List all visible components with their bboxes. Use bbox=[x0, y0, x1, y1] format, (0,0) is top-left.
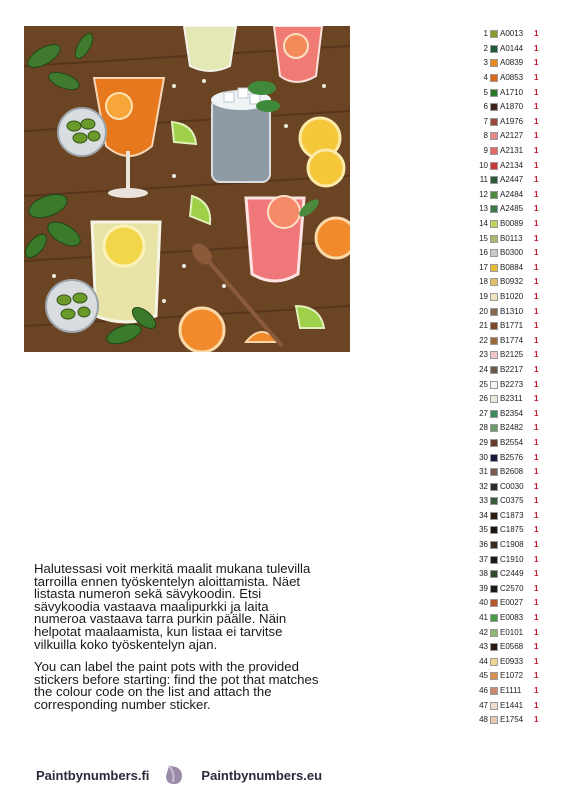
palette-number: 36 bbox=[479, 540, 488, 550]
paint-drop-icon bbox=[163, 764, 185, 786]
palette-swatch bbox=[490, 439, 498, 447]
footer bbox=[36, 764, 336, 786]
palette-row bbox=[478, 377, 558, 392]
palette-row bbox=[478, 523, 558, 538]
palette-quantity: 1 bbox=[534, 219, 539, 229]
palette-number: 40 bbox=[479, 598, 488, 608]
palette-number: 30 bbox=[479, 452, 488, 462]
palette-number: 38 bbox=[479, 569, 488, 579]
palette-code: B0113 bbox=[500, 233, 523, 243]
palette-code: C1910 bbox=[500, 554, 524, 564]
instructions-english: You can label the paint pots with the provided stickers before starting: find the pot that matches the colour code on the list and attach the corresponding number sticker. bbox=[34, 659, 319, 712]
palette-number: 4 bbox=[483, 73, 488, 83]
palette-swatch bbox=[490, 191, 498, 199]
palette-number: 33 bbox=[479, 496, 488, 506]
palette-swatch bbox=[490, 162, 498, 170]
palette-swatch bbox=[490, 89, 498, 97]
palette-quantity: 1 bbox=[534, 394, 539, 404]
palette-quantity: 1 bbox=[534, 87, 539, 97]
palette-swatch bbox=[490, 716, 498, 724]
palette-row bbox=[478, 56, 558, 71]
palette-quantity: 1 bbox=[534, 233, 539, 243]
palette-row bbox=[478, 158, 558, 173]
palette-number: 31 bbox=[479, 467, 488, 477]
palette-quantity: 1 bbox=[534, 116, 539, 126]
palette-swatch bbox=[490, 556, 498, 564]
palette-number: 13 bbox=[479, 204, 488, 214]
palette-number: 23 bbox=[479, 350, 488, 360]
palette-quantity: 1 bbox=[534, 364, 539, 374]
palette-row bbox=[478, 640, 558, 655]
palette-code: C1908 bbox=[500, 540, 524, 550]
palette-code: C1875 bbox=[500, 525, 524, 535]
palette-row bbox=[478, 261, 558, 276]
palette-row bbox=[478, 582, 558, 597]
palette-swatch bbox=[490, 220, 498, 228]
palette-code: E0101 bbox=[500, 627, 524, 637]
palette-quantity: 1 bbox=[534, 175, 539, 185]
palette-swatch bbox=[490, 629, 498, 637]
palette-swatch bbox=[490, 483, 498, 491]
palette-code: B1771 bbox=[500, 321, 524, 331]
palette-code: B2125 bbox=[500, 350, 524, 360]
palette-code: A2127 bbox=[500, 131, 524, 141]
palette-row bbox=[478, 509, 558, 524]
palette-code: B2608 bbox=[500, 467, 524, 477]
palette-row bbox=[478, 129, 558, 144]
palette-row bbox=[478, 71, 558, 86]
palette-quantity: 1 bbox=[534, 613, 539, 623]
palette-quantity: 1 bbox=[534, 583, 539, 593]
palette-code: A2447 bbox=[500, 175, 524, 185]
palette-code: B2554 bbox=[500, 437, 524, 447]
palette-quantity: 1 bbox=[534, 569, 539, 579]
palette-number: 24 bbox=[479, 364, 488, 374]
artwork-preview bbox=[24, 26, 350, 352]
palette-quantity: 1 bbox=[534, 29, 539, 39]
palette-swatch bbox=[490, 410, 498, 418]
palette-quantity: 1 bbox=[534, 496, 539, 506]
palette-row bbox=[478, 436, 558, 451]
palette-row bbox=[478, 465, 558, 480]
palette-row bbox=[478, 202, 558, 217]
palette-code: B2273 bbox=[500, 379, 524, 389]
palette-quantity: 1 bbox=[534, 291, 539, 301]
palette-swatch bbox=[490, 643, 498, 651]
palette-number: 26 bbox=[479, 394, 488, 404]
palette-swatch bbox=[490, 205, 498, 213]
palette-quantity: 1 bbox=[534, 335, 539, 345]
palette-quantity: 1 bbox=[534, 540, 539, 550]
palette-code: A0013 bbox=[500, 29, 524, 39]
palette-code: A1710 bbox=[500, 87, 524, 97]
palette-number: 45 bbox=[479, 671, 488, 681]
palette-quantity: 1 bbox=[534, 204, 539, 214]
palette-number: 35 bbox=[479, 525, 488, 535]
palette-swatch bbox=[490, 381, 498, 389]
palette-quantity: 1 bbox=[534, 189, 539, 199]
palette-code: A2484 bbox=[500, 189, 524, 199]
palette-swatch bbox=[490, 59, 498, 67]
palette-row bbox=[478, 173, 558, 188]
palette-row bbox=[478, 100, 558, 115]
palette-row bbox=[478, 596, 558, 611]
palette-quantity: 1 bbox=[534, 43, 539, 53]
palette-number: 48 bbox=[479, 715, 488, 725]
palette-quantity: 1 bbox=[534, 481, 539, 491]
palette-swatch bbox=[490, 74, 498, 82]
palette-row bbox=[478, 684, 558, 699]
palette-swatch bbox=[490, 308, 498, 316]
palette-number: 18 bbox=[479, 277, 488, 287]
brand-eu: Paintbynumbers.eu bbox=[201, 767, 323, 783]
palette-row bbox=[478, 348, 558, 363]
palette-swatch bbox=[490, 103, 498, 111]
palette-quantity: 1 bbox=[534, 452, 539, 462]
palette-number: 9 bbox=[483, 146, 488, 156]
palette-row bbox=[478, 85, 558, 100]
palette-swatch bbox=[490, 322, 498, 330]
palette-swatch bbox=[490, 45, 498, 53]
palette-quantity: 1 bbox=[534, 686, 539, 696]
palette-number: 47 bbox=[479, 700, 488, 710]
palette-code: E1111 bbox=[500, 686, 522, 696]
palette-row bbox=[478, 188, 558, 203]
palette-swatch bbox=[490, 366, 498, 374]
palette-row bbox=[478, 115, 558, 130]
palette-quantity: 1 bbox=[534, 467, 539, 477]
brand-fi: Paintbynumbers.fi bbox=[36, 767, 150, 783]
palette-number: 6 bbox=[483, 102, 488, 112]
palette-number: 12 bbox=[479, 189, 488, 199]
palette-row bbox=[478, 246, 558, 261]
palette-code: C2449 bbox=[500, 569, 524, 579]
palette-row bbox=[478, 363, 558, 378]
palette-quantity: 1 bbox=[534, 262, 539, 272]
palette-quantity: 1 bbox=[534, 525, 539, 535]
palette-quantity: 1 bbox=[534, 102, 539, 112]
palette-quantity: 1 bbox=[534, 656, 539, 666]
palette-number: 15 bbox=[479, 233, 488, 243]
palette-row bbox=[478, 333, 558, 348]
palette-number: 11 bbox=[479, 175, 488, 185]
palette-swatch bbox=[490, 293, 498, 301]
palette-row bbox=[478, 231, 558, 246]
palette-number: 20 bbox=[479, 306, 488, 316]
palette-swatch bbox=[490, 702, 498, 710]
palette-quantity: 1 bbox=[534, 554, 539, 564]
palette-code: A2485 bbox=[500, 204, 524, 214]
palette-code: A1870 bbox=[500, 102, 524, 112]
palette-quantity: 1 bbox=[534, 408, 539, 418]
palette-row bbox=[478, 713, 558, 728]
palette-quantity: 1 bbox=[534, 306, 539, 316]
palette-code: C0030 bbox=[500, 481, 524, 491]
palette-number: 10 bbox=[479, 160, 488, 170]
palette-code: B2576 bbox=[500, 452, 524, 462]
palette-row bbox=[478, 494, 558, 509]
palette-quantity: 1 bbox=[534, 146, 539, 156]
palette-number: 2 bbox=[483, 43, 488, 53]
palette-number: 14 bbox=[479, 219, 488, 229]
palette-swatch bbox=[490, 541, 498, 549]
palette-row bbox=[478, 655, 558, 670]
palette-row bbox=[478, 625, 558, 640]
palette-code: B2482 bbox=[500, 423, 524, 433]
palette-code: E1754 bbox=[500, 715, 524, 725]
palette-code: B0884 bbox=[500, 262, 524, 272]
palette-swatch bbox=[490, 468, 498, 476]
palette-code: C2570 bbox=[500, 583, 524, 593]
palette-quantity: 1 bbox=[534, 277, 539, 287]
palette-swatch bbox=[490, 395, 498, 403]
palette-code: C1873 bbox=[500, 510, 524, 520]
palette-quantity: 1 bbox=[534, 73, 539, 83]
palette-number: 29 bbox=[479, 437, 488, 447]
palette-quantity: 1 bbox=[534, 671, 539, 681]
palette-row bbox=[478, 275, 558, 290]
palette-swatch bbox=[490, 264, 498, 272]
palette-row bbox=[478, 567, 558, 582]
palette-swatch bbox=[490, 424, 498, 432]
palette-number: 34 bbox=[479, 510, 488, 520]
palette-swatch bbox=[490, 147, 498, 155]
palette-number: 43 bbox=[479, 642, 488, 652]
palette-swatch bbox=[490, 614, 498, 622]
palette-number: 7 bbox=[483, 116, 488, 126]
palette-code: E1072 bbox=[500, 671, 524, 681]
palette-number: 17 bbox=[479, 262, 488, 272]
palette-code: B2354 bbox=[500, 408, 524, 418]
palette-row bbox=[478, 669, 558, 684]
palette-row bbox=[478, 42, 558, 57]
palette-quantity: 1 bbox=[534, 423, 539, 433]
palette-code: E0083 bbox=[500, 613, 524, 623]
palette-number: 41 bbox=[479, 613, 488, 623]
palette-number: 37 bbox=[479, 554, 488, 564]
palette-number: 39 bbox=[479, 583, 488, 593]
cocktail-illustration bbox=[24, 26, 350, 352]
palette-number: 19 bbox=[479, 291, 488, 301]
palette-row bbox=[478, 479, 558, 494]
instructions-finnish: Halutessasi voit merkitä maalit mukana tulevilla tarroilla ennen työskentelyn aloittamista. Näet listasta numeron sekä sävykoodin. Etsi sävykoodia vastaava maalipurkki ja laita numeroa vastaava tarra purkin päälle. Näin helpotat maalaamista, kun listaa ei tarvitse vilkuilla koko työskentelyn ajan. bbox=[34, 561, 311, 652]
palette-swatch bbox=[490, 132, 498, 140]
palette-quantity: 1 bbox=[534, 642, 539, 652]
palette-code: B0089 bbox=[500, 219, 524, 229]
palette-number: 8 bbox=[483, 131, 488, 141]
palette-code: E0933 bbox=[500, 656, 524, 666]
palette-row bbox=[478, 406, 558, 421]
palette-row bbox=[478, 217, 558, 232]
palette-code: B1310 bbox=[500, 306, 524, 316]
palette-quantity: 1 bbox=[534, 715, 539, 725]
palette-number: 21 bbox=[479, 321, 488, 331]
palette-swatch bbox=[490, 454, 498, 462]
palette-code: A0839 bbox=[500, 58, 524, 68]
palette-code: B1020 bbox=[500, 291, 524, 301]
palette-number: 16 bbox=[479, 248, 488, 258]
palette-number: 46 bbox=[479, 686, 488, 696]
palette-code: A0853 bbox=[500, 73, 524, 83]
palette-row bbox=[478, 698, 558, 713]
colour-palette-list bbox=[478, 27, 558, 728]
palette-swatch bbox=[490, 599, 498, 607]
palette-swatch bbox=[490, 235, 498, 243]
palette-number: 22 bbox=[479, 335, 488, 345]
palette-number: 1 bbox=[483, 29, 488, 39]
palette-quantity: 1 bbox=[534, 58, 539, 68]
palette-swatch bbox=[490, 658, 498, 666]
palette-row bbox=[478, 538, 558, 553]
palette-code: A0144 bbox=[500, 43, 524, 53]
palette-code: E0568 bbox=[500, 642, 524, 652]
palette-row bbox=[478, 421, 558, 436]
palette-code: A2131 bbox=[500, 146, 524, 156]
palette-code: B0300 bbox=[500, 248, 524, 258]
palette-swatch bbox=[490, 249, 498, 257]
palette-swatch bbox=[490, 278, 498, 286]
palette-row bbox=[478, 450, 558, 465]
palette-quantity: 1 bbox=[534, 379, 539, 389]
palette-quantity: 1 bbox=[534, 350, 539, 360]
palette-number: 44 bbox=[479, 656, 488, 666]
palette-number: 3 bbox=[483, 58, 488, 68]
palette-number: 25 bbox=[479, 379, 488, 389]
palette-swatch bbox=[490, 497, 498, 505]
palette-quantity: 1 bbox=[534, 321, 539, 331]
palette-quantity: 1 bbox=[534, 248, 539, 258]
palette-code: A2134 bbox=[500, 160, 524, 170]
palette-row bbox=[478, 144, 558, 159]
palette-number: 28 bbox=[479, 423, 488, 433]
palette-swatch bbox=[490, 585, 498, 593]
palette-code: B1774 bbox=[500, 335, 524, 345]
palette-code: E1441 bbox=[500, 700, 524, 710]
palette-code: B0932 bbox=[500, 277, 524, 287]
palette-row bbox=[478, 304, 558, 319]
palette-number: 32 bbox=[479, 481, 488, 491]
palette-swatch bbox=[490, 30, 498, 38]
palette-code: C0375 bbox=[500, 496, 524, 506]
palette-swatch bbox=[490, 512, 498, 520]
instructions bbox=[34, 563, 324, 722]
palette-swatch bbox=[490, 351, 498, 359]
palette-code: E0027 bbox=[500, 598, 524, 608]
palette-code: B2311 bbox=[500, 394, 523, 404]
palette-code: A1976 bbox=[500, 116, 524, 126]
palette-quantity: 1 bbox=[534, 510, 539, 520]
palette-swatch bbox=[490, 337, 498, 345]
palette-quantity: 1 bbox=[534, 437, 539, 447]
palette-row bbox=[478, 392, 558, 407]
palette-swatch bbox=[490, 526, 498, 534]
palette-swatch bbox=[490, 570, 498, 578]
palette-row bbox=[478, 319, 558, 334]
palette-row bbox=[478, 27, 558, 42]
palette-row bbox=[478, 611, 558, 626]
palette-row bbox=[478, 552, 558, 567]
palette-swatch bbox=[490, 176, 498, 184]
palette-swatch bbox=[490, 118, 498, 126]
palette-quantity: 1 bbox=[534, 131, 539, 141]
palette-code: B2217 bbox=[500, 364, 524, 374]
palette-quantity: 1 bbox=[534, 700, 539, 710]
palette-quantity: 1 bbox=[534, 598, 539, 608]
palette-swatch bbox=[490, 687, 498, 695]
palette-quantity: 1 bbox=[534, 627, 539, 637]
palette-swatch bbox=[490, 672, 498, 680]
palette-number: 27 bbox=[479, 408, 488, 418]
palette-number: 5 bbox=[483, 87, 488, 97]
palette-quantity: 1 bbox=[534, 160, 539, 170]
palette-number: 42 bbox=[479, 627, 488, 637]
palette-row bbox=[478, 290, 558, 305]
